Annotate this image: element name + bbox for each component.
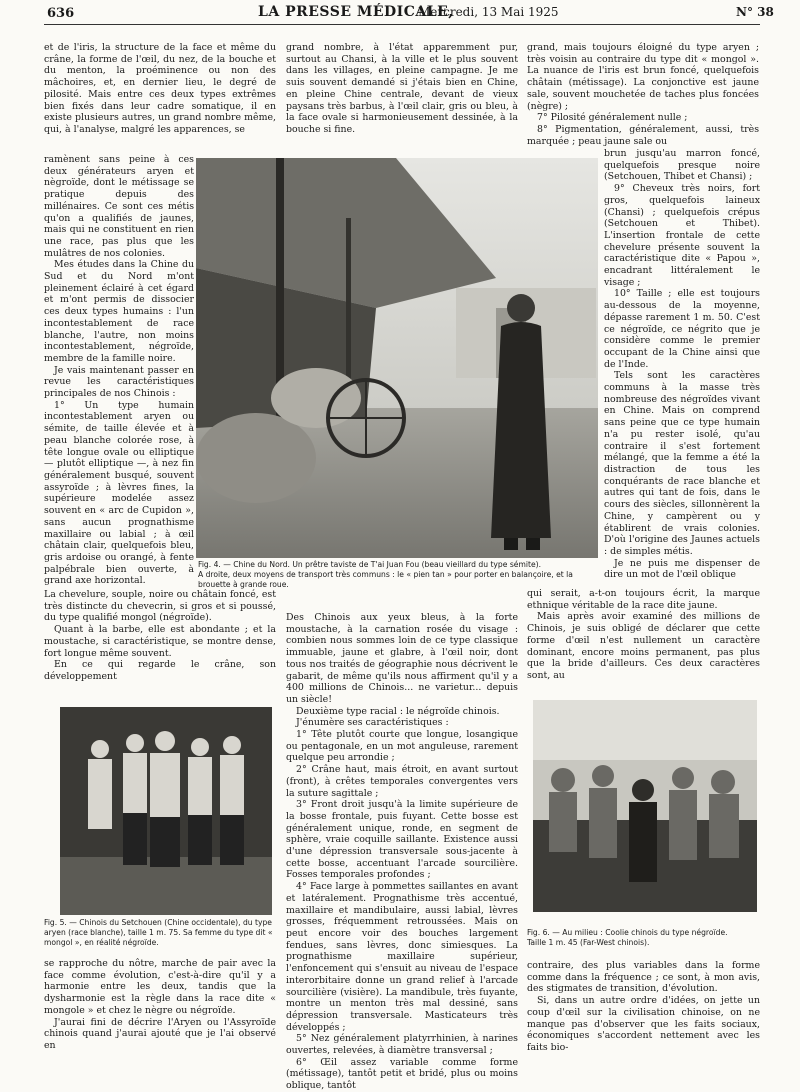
figure-6-caption — [527, 928, 759, 948]
paragraph: ramènent sans peine à ces deux générateurs aryen et nègroïde, dont le métissage se pratique depuis des millénaires. Ce sont ces métis qu'on a qualifiés de jaunes, mais qui ne constituent en rien une race, pas plus que les mulâtres de nos colonies. — [44, 154, 194, 259]
paragraph: et de l'iris, la structure de la face et même du crâne, la forme de l'œil, du nez, de la bouche et du menton, la proéminence ou non des mâchoires, et, en dernier lieu, le degré de pilosité. Mais entre ces deux types extrêmes bien fixés dans leur cadre somatique, il en existe plusieurs autres, un grand nombre même, qui, à l'analyse, malgré les apparences, se — [44, 42, 276, 135]
paragraph: Quant à la barbe, elle est abondante ; et la moustache, si caractéristique, se montre dense, fort longue même souvent. — [44, 624, 276, 659]
paragraph: 9° Cheveux très noirs, fort gros, quelquefois laineux (Chansi) ; quelquefois crépus (Setchouen et Thibet). L'insertion frontale de cette chevelure présente souvent la caractéristique dite « Papou », encadrant littéralement le visage ; — [604, 183, 760, 288]
paragraph: Des Chinois aux yeux bleus, à la forte moustache, à la carnation rosée du visage : combien nous sommes loin de ce type classique immuable, jaune et glabre, à l'œil noir, dont tous nos traités de géographie nous décrivent le gabarit, de même qu'ils nous affirment qu'il y a 400 millions de Chinois... ne varietur... depuis un siècle! — [286, 612, 518, 705]
paragraph: contraire, des plus variables dans la forme comme dans la fréquence ; ce sont, à mon avis, des stigmates de transition, d'évolution. — [527, 960, 760, 995]
issue-date: Mercredi, 13 Mai 1925 — [418, 5, 559, 19]
street-scene-photo — [196, 158, 598, 558]
col3-narrow-text — [604, 148, 760, 588]
paragraph: grand nombre, à l'état apparemment pur, surtout au Chansi, à la ville et le plus souvent dans les villages, en pleine campagne. Je me suis souvent demandé si j'étais bien en Chine, en pleine Chine centrale, devant de vieux paysans très barbus, à l'œil clair, gris ou bleu, à la face ovale si harmonieusement dessinée, à la bouche si fine. — [286, 42, 518, 135]
col3-top-text — [527, 42, 759, 154]
paragraph: 1° Tête plutôt courte que longue, losangique ou pentagonale, en un mot anguleuse, rarement quelque peu arrondie ; — [286, 729, 518, 764]
col1-narrow-text — [44, 154, 194, 589]
paragraph: Deuxième type racial : le négroïde chinois. — [296, 705, 500, 717]
col3-mid-text — [527, 588, 760, 683]
paragraph: 3° Front droit jusqu'à la limite supérieure de la bosse frontale, puis fuyant. Cette bosse est généralement unique, ronde, en segment de sphère, vraie coquille saillante. Existence aussi d'une dépression transversale sous-jacente à cette bosse, accentuant l'arcade sourcilière. Fosses temporales profondes ; — [286, 799, 518, 881]
paragraph: brun jusqu'au marron foncé, quelquefois presque noire (Setchouen, Thibet et Chansi) ; — [604, 148, 760, 183]
col3-end-text — [527, 960, 760, 1070]
paragraph: La chevelure, souple, noire ou châtain foncé, est très distincte du chevecrin, si gros et si poussé, du type qualifié mongol (négroïde). — [44, 589, 276, 624]
journal-title: LA PRESSE MÉDICALE, — [258, 4, 454, 20]
paragraph: 1° Un type humain incontestablement aryen ou sémite, de taille élevée et à peau blanche colorée rose, à tête longue ovale ou elliptique — plutôt elliptique —, à nez fin généralement busqué, souvent assyroïde ; à lèvres fines, la supérieure modelée assez souvent en « arc de Cupidon », sans aucun prognathisme maxillaire ou labial ; à œil châtain clair, quelquefois bleu, gris ardoise ou orangé, à fente palpébrale bien ouverte, à grand axe horizontal. — [44, 399, 194, 587]
col2-top-text — [286, 42, 518, 154]
paragraph: Je vais maintenant passer en revue les caractéristiques principales de nos Chinois : — [44, 364, 194, 400]
crowd-photo — [533, 700, 757, 912]
paragraph: qui serait, a-t-on toujours écrit, la marque ethnique véritable de la race dite jaune. — [527, 588, 760, 611]
paragraph: J'énumère ses caractéristiques : — [296, 717, 449, 729]
paragraph: 5° Nez généralement platyrrhinien, à narines ouvertes, relevées, à diamètre transversal ; — [286, 1033, 518, 1057]
page-number: 636 — [47, 6, 75, 21]
col1-bottom-text — [44, 589, 276, 685]
issue-number: N° 38 — [736, 5, 774, 19]
paragraph: Mais après avoir examiné des millions de Chinois, je suis obligé de déclarer que cette forme d'œil n'est nullement un caractère dominant, encore moins permanent, pas plus que la bride d'ailleurs. Ces deux caractères sont, au — [527, 611, 760, 681]
paragraph: En ce qui regarde le crâne, son développement — [44, 659, 276, 682]
paragraph: 6° Œil assez variable comme forme (métissage), tantôt petit et bridé, plus ou moins oblique, tantôt — [286, 1056, 518, 1092]
caption-line: Taille 1 m. 45 (Far-West chinois). — [527, 938, 650, 947]
paragraph: Mes études dans la Chine du Sud et du Nord m'ont pleinement éclairé à cet égard et m'ont permis de dissocier ces deux types humains : l'un incontestablement de race blanche, l'autre, non moins incontestablement, négroïde, membre de la famille noire. — [44, 259, 194, 364]
caption-line: Fig. 5. — Chinois du Setchouen (Chine occidentale), du type aryen (race blanche), taille 1 m. 75. Sa femme du type dit « mongol », en réalité négroïde. — [44, 918, 273, 947]
paragraph: 4° Face large à pommettes saillantes en avant et latéralement. Prognathisme très accentué, maxillaire et mandibulaire, aussi labial, lèvres grosses, fréquemment retroussées. Mais on peut encore voir des bouches largement fendues, sans lèvres, donc simiesques. La prognathisme maxillaire supérieur, l'enfoncement qui s'ensuit au niveau de l'espace interorbitaire donne un grand relief à l'arcade sourcilière (visière). La mandibule, très fuyante, montre un menton très mal dessiné, sans dépression transversale. Masticateurs très développés ; — [286, 881, 518, 1033]
group-portrait-photo — [60, 707, 272, 915]
paragraph: se rapproche du nôtre, marche de pair avec la face comme évolution, c'est-à-dire qu'il y a harmonie entre les deux, tandis que la dysharmonie est la règle dans la race dite « mongole » et chez le nègre ou négroïde. — [44, 958, 276, 1016]
paragraph: J'aurai fini de décrire l'Aryen ou l'Assyroïde chinois quand j'aurai ajouté que je l'ai observé en — [44, 1016, 276, 1051]
figure-4-photo — [196, 158, 598, 558]
caption-line: A droite, deux moyens de transport très communs : le « pien tan » pour porter en balançoire, et la brouette à grande roue. — [198, 570, 573, 589]
paragraph: 7° Pilosité généralement nulle ; — [537, 112, 688, 124]
figure-4-caption — [198, 560, 598, 590]
caption-line: Fig. 4. — Chine du Nord. Un prêtre taviste de T'ai Juan Fou (beau vieillard du type sémite). — [198, 560, 541, 569]
header-rule — [44, 24, 760, 25]
figure-6-photo — [533, 700, 757, 912]
paragraph: 2° Crâne haut, mais étroit, en avant surtout (front), à crêtes temporales convergentes vers la suture sagittale ; — [286, 764, 518, 799]
paragraph: grand, mais toujours éloigné du type aryen ; très voisin au contraire du type dit « mongol ». La nuance de l'iris est brun foncé, quelquefois châtain (métissage). La conjonctive est jaune sale, souvent mouchetée de taches plus foncées (nègre) ; — [527, 42, 759, 112]
figure-5-photo — [60, 707, 272, 915]
col1-top-text — [44, 42, 276, 154]
paragraph: Je ne puis me dispenser de dire un mot de l'œil oblique — [604, 557, 760, 581]
col2-main-text — [286, 612, 518, 1092]
figure-5-caption — [44, 918, 276, 948]
paragraph: 8° Pigmentation, généralement, aussi, très marquée ; peau jaune sale ou — [527, 123, 759, 147]
paragraph: 10° Taille ; elle est toujours au-dessous de la moyenne, dépasse rarement 1 m. 50. C'est ce négroïde, ce négrito que je considère comme le premier occupant de la Chine ainsi que de l'Inde. — [604, 288, 760, 370]
paragraph: Si, dans un autre ordre d'idées, on jette un coup d'œil sur la civilisation chinoise, on ne manque pas d'observer que les faits sociaux, économiques s'accordent nettement avec les faits bio- — [527, 995, 760, 1053]
paragraph: Tels sont les caractères communs à la masse très nombreuse des négroïdes vivant en Chine. Mais on comprend sans peine que ce type humain n'a pu rester isolé, qu'au contraire il s'est fortement mélangé, que la femme a été la distraction de tous les conquérants de race blanche et autres qui tant de fois, dans le cours des siècles, sillonnèrent la Chine, y campèrent ou y établirent de vrais colonies. D'où l'origine des Jaunes actuels : de simples métis. — [604, 370, 760, 557]
caption-line: Fig. 6. — Au milieu : Coolie chinois du type négroïde. — [527, 928, 728, 937]
col1-end-text — [44, 958, 276, 1072]
